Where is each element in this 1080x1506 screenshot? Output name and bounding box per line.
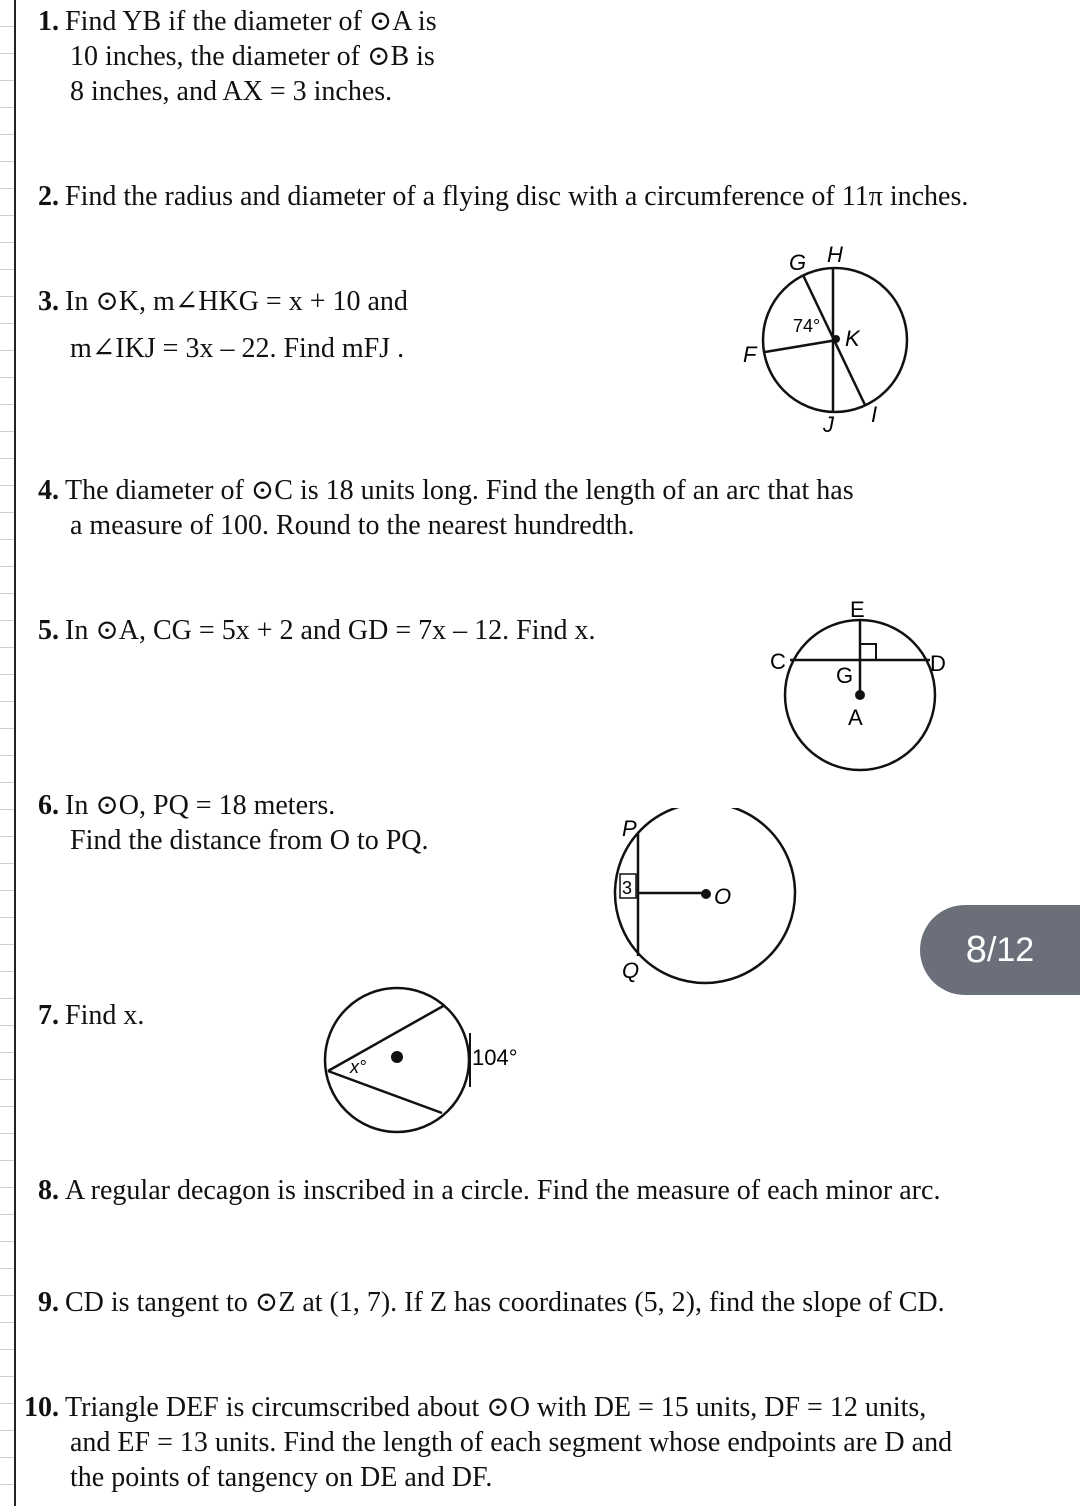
label-G: G — [789, 250, 807, 275]
label-P: P — [622, 816, 637, 841]
label-E: E — [850, 597, 865, 622]
question-1: 1. Find YB if the diameter of ⊙A is 10 inches, the diameter of ⊙B is 8 inches, and AX = 3 inches. — [38, 6, 437, 107]
angle-label: 74° — [793, 316, 821, 336]
figure-7-circle — [320, 985, 530, 1135]
angle-x-label: x° — [350, 1057, 367, 1077]
label-H: H — [827, 242, 843, 267]
label-F: F — [743, 342, 757, 367]
figure-6-circle-o — [600, 808, 810, 988]
question-3: 3. In ⊙K, m∠HKG = x + 10 and m∠IKJ = 3x – 22. Find mFJ . — [38, 286, 408, 364]
label-I: I — [871, 402, 878, 427]
label-G: G — [836, 663, 854, 688]
question-7: 7. Find x. — [38, 1000, 145, 1031]
question-6: 6. In ⊙O, PQ = 18 meters. Find the distance from O to PQ. — [38, 790, 429, 856]
figure-3-circle-k — [735, 240, 925, 440]
question-8: 8. A regular decagon is inscribed in a circle. Find the measure of each minor arc. — [38, 1175, 941, 1206]
figure-5-circle-a — [760, 595, 960, 775]
label-D: D — [930, 651, 946, 676]
page-indicator-badge: 8 /12 — [920, 905, 1080, 995]
label-C: C — [770, 649, 786, 674]
arc-label: 104° — [472, 1045, 518, 1070]
question-5: 5. In ⊙A, CG = 5x + 2 and GD = 7x – 12. Find x. — [38, 615, 596, 646]
label-A: A — [848, 705, 863, 730]
label-J: J — [823, 412, 834, 437]
label-Q: Q — [622, 958, 640, 983]
question-4: 4. The diameter of ⊙C is 18 units long. Find the length of an arc that has a measure of 100. Round to the nearest hundredth. — [38, 475, 854, 541]
question-9: 9. CD is tangent to ⊙Z at (1, 7). If Z has coordinates (5, 2), find the slope of CD. — [38, 1287, 945, 1318]
left-margin-bar — [0, 0, 16, 1506]
question-2: 2. Find the radius and diameter of a flying disc with a circumference of 11π inches. — [38, 181, 969, 212]
label-K: K — [845, 326, 860, 351]
question-10: 10. Triangle DEF is circumscribed about ⊙O with DE = 15 units, DF = 12 units, and EF = 13 units. Find the length of each segment whose endpoints are D and the points of tangency on DE and DF. — [24, 1392, 953, 1493]
segment-label: 3 — [622, 878, 633, 898]
label-O: O — [714, 884, 732, 909]
